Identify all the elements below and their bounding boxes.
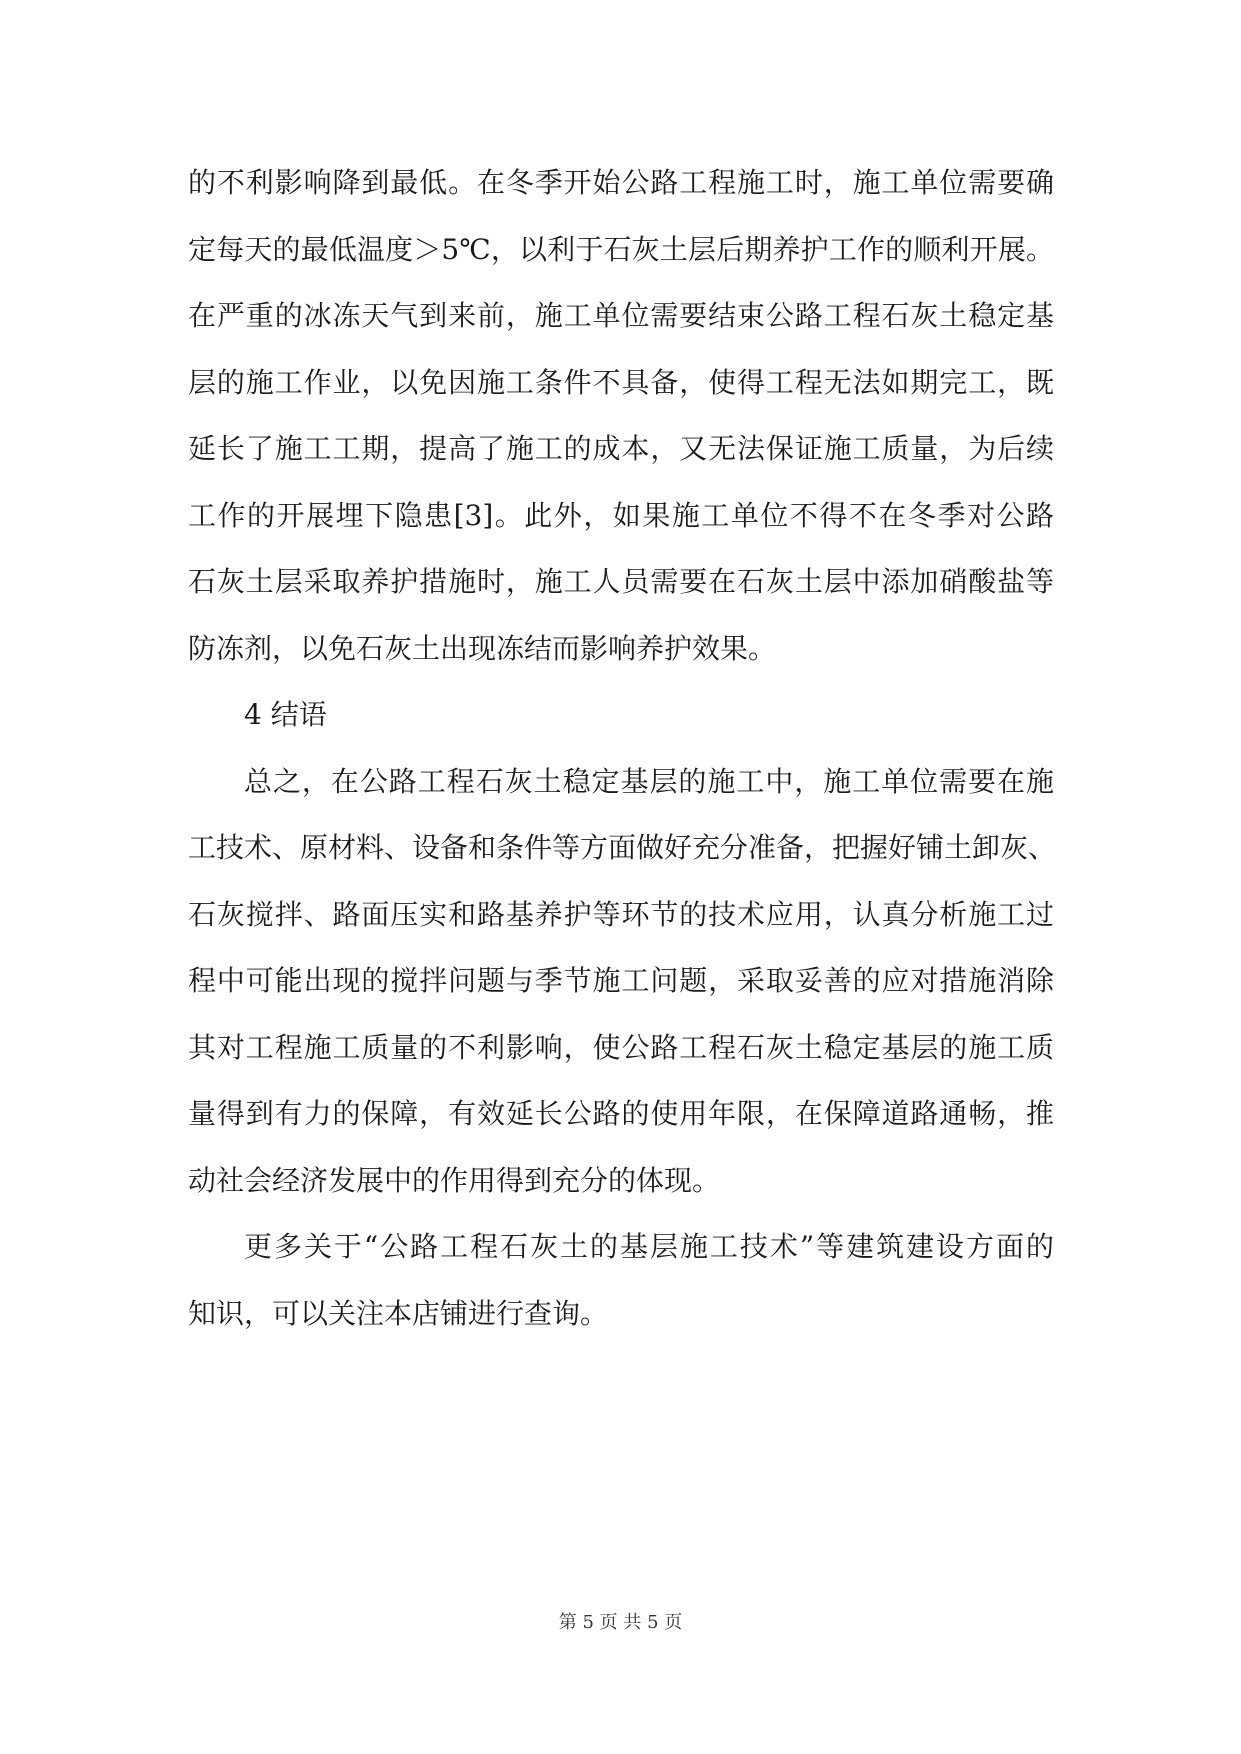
section-heading: 4 结语 (244, 698, 327, 731)
text-line: 知识，可以关注本店铺进行查询。 (188, 1296, 609, 1330)
text-line: 工技术、原材料、设备和条件等方面做好充分准备，把握好铺土卸灰、 (188, 831, 1057, 864)
text-line: 量得到有力的保障，有效延长公路的使用年限，在保障道路通畅，推 (188, 1097, 1054, 1130)
text-line: 工作的开展埋下隐患[3]。此外，如果施工单位不得不在冬季对公路 (188, 498, 1054, 532)
text-line: 层的施工作业，以免因施工条件不具备，使得工程无法如期完工，既 (188, 365, 1054, 399)
text-line: 总之，在公路工程石灰土稳定基层的施工中，施工单位需要在施 (244, 764, 1054, 798)
body-text (188, 150, 1057, 1347)
text-line: 石灰搅拌、路面压实和路基养护等环节的技术应用，认真分析施工过 (188, 897, 1054, 931)
text-line: 的不利影响降到最低。在冬季开始公路工程施工时，施工单位需要确 (188, 166, 1054, 199)
text-line: 延长了施工工期，提高了施工的成本，又无法保证施工质量，为后续 (188, 432, 1054, 465)
text-line: 其对工程施工质量的不利影响，使公路工程石灰土稳定基层的施工质 (188, 1030, 1054, 1064)
text-line: 防冻剂，以免石灰土出现冻结而影响养护效果。 (188, 631, 777, 665)
text-line: 在严重的冰冻天气到来前，施工单位需要结束公路工程石灰土稳定基 (188, 299, 1054, 332)
text-line: 程中可能出现的搅拌问题与季节施工问题，采取妥善的应对措施消除 (188, 964, 1054, 997)
text-line: 石灰土层采取养护措施时，施工人员需要在石灰土层中添加硝酸盐等 (188, 565, 1054, 598)
text-line: 动社会经济发展中的作用得到充分的体现。 (188, 1163, 721, 1197)
text-line: 更多关于“公路工程石灰土的基层施工技术”等建筑建设方面的 (244, 1230, 1054, 1263)
page-footer: 第 5 页 共 5 页 (558, 1612, 683, 1633)
text-line: 定每天的最低温度＞5℃，以利于石灰土层后期养护工作的顺利开展。 (188, 232, 1054, 266)
